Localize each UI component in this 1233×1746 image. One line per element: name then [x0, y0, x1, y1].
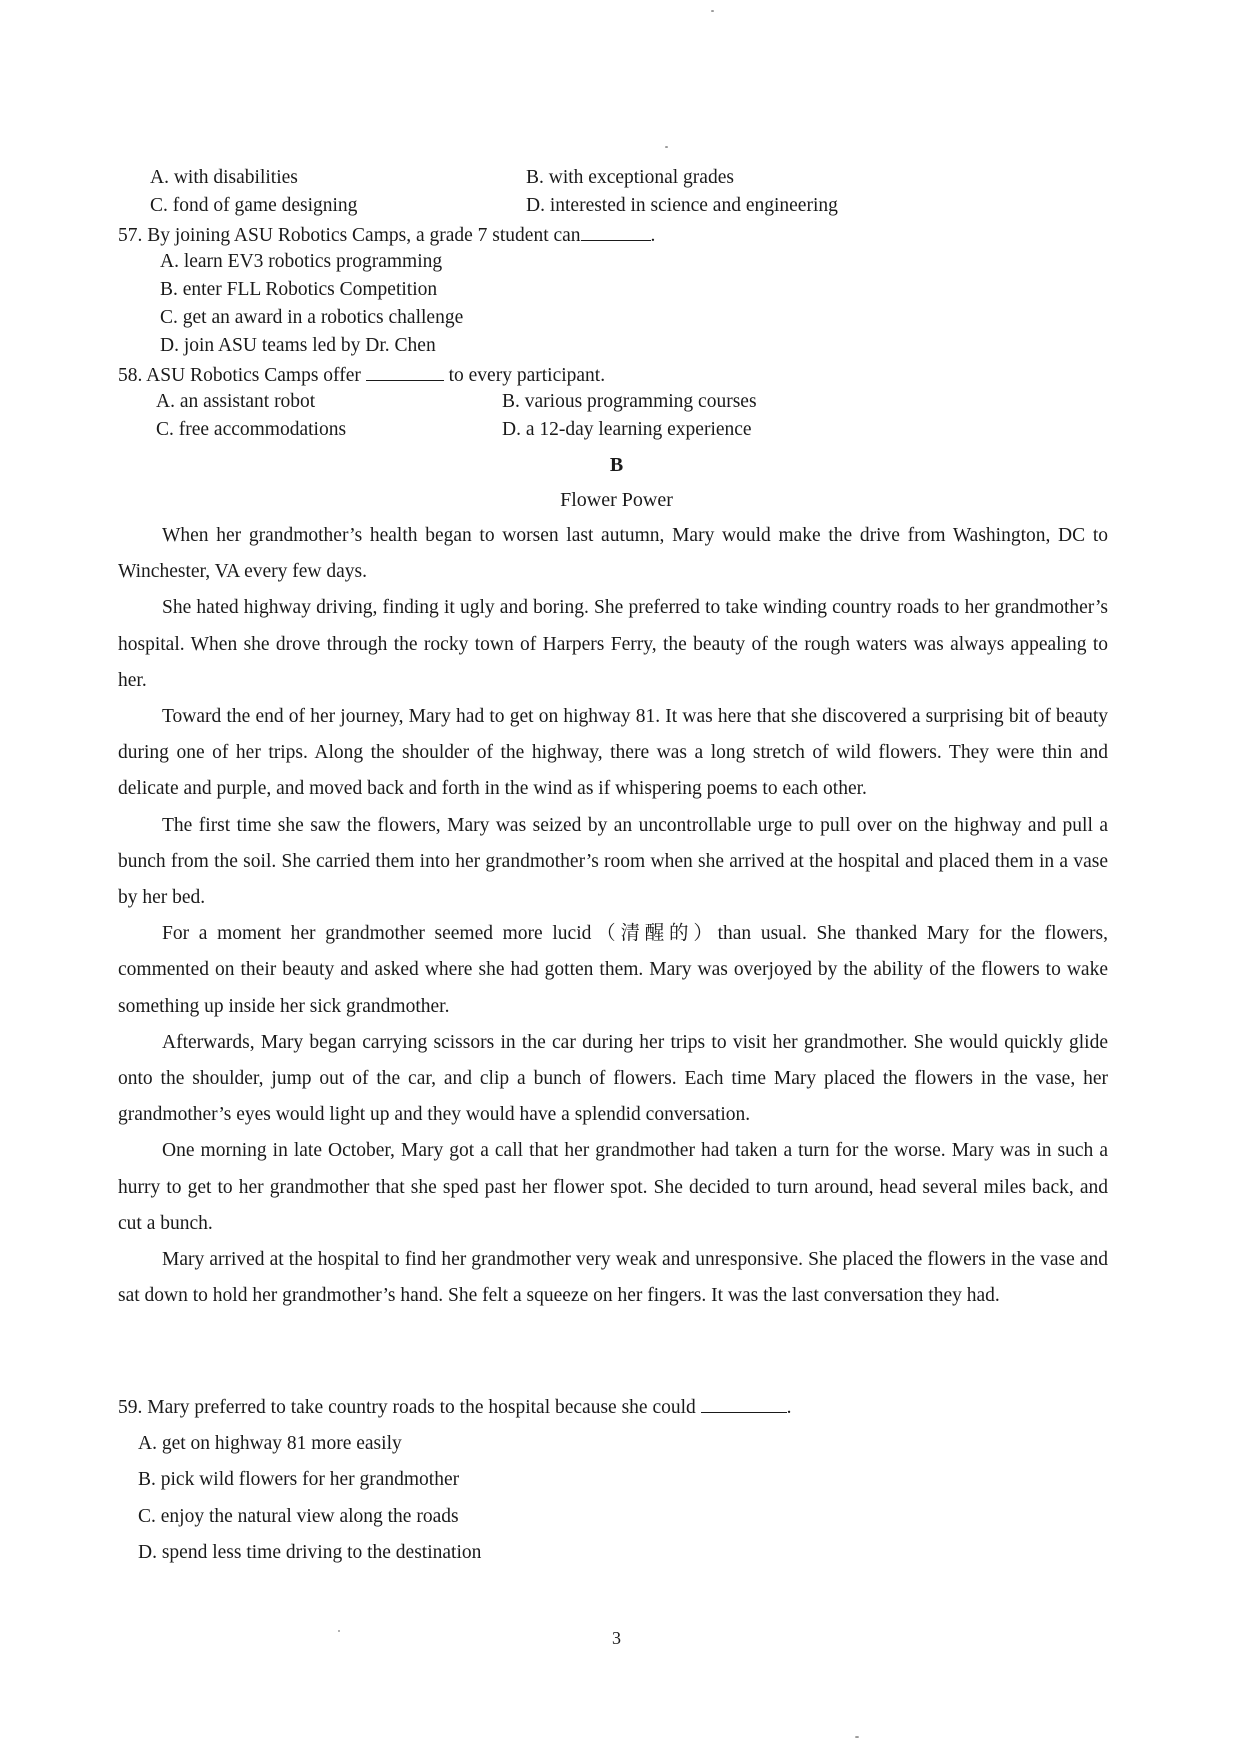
q58-option-a: A. an assistant robot: [156, 391, 316, 412]
passage-title: Flower Power: [560, 489, 673, 511]
q57-option-b: B. enter FLL Robotics Competition: [160, 279, 438, 300]
q59-answer-blank: [701, 1394, 787, 1413]
q57-option-c: C. get an award in a robotics challenge: [160, 307, 464, 328]
q58-option-c: C. free accommodations: [156, 419, 347, 440]
q58-stem-text: 58. ASU Robotics Camps offer: [118, 365, 361, 386]
q56-option-a: A. with disabilities: [150, 167, 298, 188]
q58-stem-end: to every participant.: [448, 365, 606, 386]
passage-paragraph-1: When her grandmother’s health began to worsen last autumn, Mary would make the drive from Washington, DC to Winchester, VA every few days.: [118, 525, 1108, 583]
q57-stem-end: .: [650, 225, 656, 246]
passage-paragraph-3: Toward the end of her journey, Mary had to get on highway 81. It was here that she discovered a surprising bit of beauty during one of her trips. Along the shoulder of the highway, there was a long stretch of wild flowers. They were thin and delicate and purple, and moved back and forth in the wind as if whispering poems to each other.: [118, 706, 1108, 800]
q57-answer-blank: [581, 222, 651, 241]
q58-option-b: B. various programming courses: [502, 391, 757, 412]
passage-paragraph-6: Afterwards, Mary began carrying scissors in the car during her trips to visit her grandmother. She would quickly glide onto the shoulder, jump out of the car, and clip a bunch of flowers. Each time Mary placed the flowers in the vase, her grandmother’s eyes would light up and they would have a splendid conversation.: [118, 1031, 1108, 1126]
q57-stem-text: 57. By joining ASU Robotics Camps, a grade 7 student can: [118, 225, 581, 246]
q57-option-d: D. join ASU teams led by Dr. Chen: [160, 335, 436, 356]
scan-speck: [665, 146, 668, 148]
page-number: 3: [612, 1628, 621, 1648]
scan-speck: [855, 1736, 859, 1738]
q58-option-d: D. a 12-day learning experience: [502, 419, 752, 440]
passage-body: [118, 518, 1108, 1314]
passage-paragraph-5: For a moment her grandmother seemed more lucid（清醒的）than usual. She thanked Mary for the flowers, commented on their beauty and asked where she had gotten them. Mary was overjoyed by the ability of the flowers to wake something up inside her sick grandmother.: [118, 923, 1108, 1017]
passage-paragraph-8: Mary arrived at the hospital to find her grandmother very weak and unresponsive. She placed the flowers in the vase and sat down to hold her grandmother’s hand. She felt a squeeze on her fingers. It was the last conversation they had.: [118, 1249, 1108, 1307]
q56-option-d: D. interested in science and engineering: [526, 195, 838, 216]
q59-stem-end: .: [786, 1397, 792, 1418]
q58-stem: [118, 362, 605, 388]
section-letter: B: [609, 454, 624, 476]
q57-stem: [118, 222, 655, 248]
q59-option-a: A. get on highway 81 more easily: [138, 1433, 402, 1455]
passage-paragraph-7: One morning in late October, Mary got a call that her grandmother had taken a turn for the worse. Mary was in such a hurry to get to her grandmother that she sped past her flower spot. She decided to turn around, head several miles back, and cut a bunch.: [118, 1140, 1108, 1234]
q59-stem: [118, 1390, 792, 1426]
q58-answer-blank: [366, 362, 444, 381]
q59-block: [118, 1390, 792, 1571]
q56-option-c: C. fond of game designing: [150, 195, 358, 216]
q59-option-b: B. pick wild flowers for her grandmother: [138, 1469, 460, 1491]
q59-option-c: C. enjoy the natural view along the roads: [138, 1505, 459, 1527]
q59-option-d: D. spend less time driving to the destination: [138, 1541, 482, 1563]
scan-speck: [711, 10, 714, 12]
q59-stem-text: 59. Mary preferred to take country roads to the hospital because she could: [118, 1397, 696, 1418]
q57-option-a: A. learn EV3 robotics programming: [160, 251, 443, 272]
passage-paragraph-4: The first time she saw the flowers, Mary was seized by an uncontrollable urge to pull over on the highway and pull a bunch from the soil. She carried them into her grandmother’s room when she arrived at the hospital and placed them in a vase by her bed.: [118, 814, 1108, 909]
scan-speck: [338, 1630, 340, 1632]
q56-option-b: B. with exceptional grades: [526, 167, 734, 188]
passage-paragraph-2: She hated highway driving, finding it ugly and boring. She preferred to take winding country roads to her grandmother’s hospital. When she drove through the rocky town of Harpers Ferry, the beauty of the rough waters was always appealing to her.: [118, 597, 1108, 691]
